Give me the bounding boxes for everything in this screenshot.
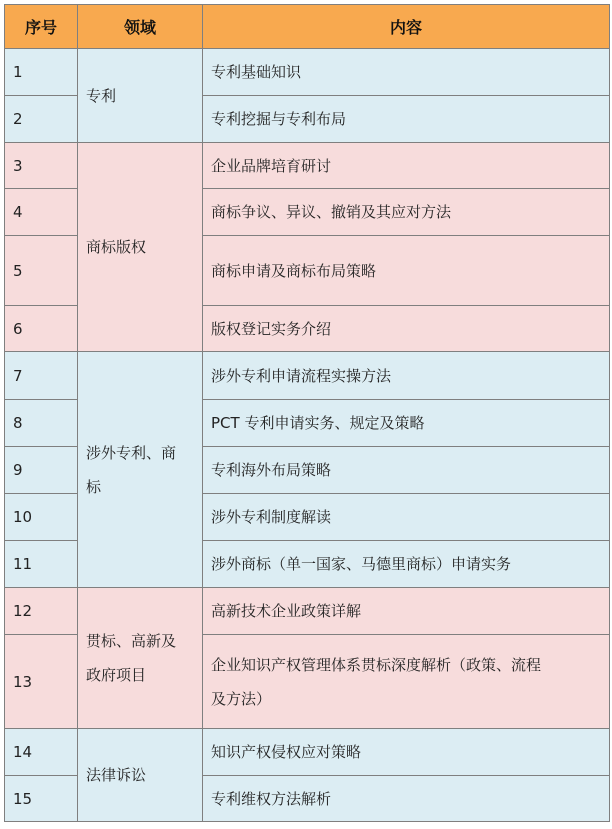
row-content — [203, 635, 610, 729]
row-content: 专利挖掘与专利布局 — [203, 96, 610, 143]
row-num: 11 — [5, 541, 78, 588]
header-row — [5, 5, 610, 49]
domain-line: 政府项目 — [86, 666, 147, 684]
table-row — [5, 588, 610, 635]
table-row — [5, 143, 610, 189]
row-num: 2 — [5, 96, 78, 143]
row-content: 商标争议、异议、撤销及其应对方法 — [203, 189, 610, 236]
row-num: 1 — [5, 49, 78, 96]
row-num: 14 — [5, 729, 78, 776]
row-domain — [78, 352, 203, 588]
row-content: 专利基础知识 — [203, 49, 610, 96]
row-num: 12 — [5, 588, 78, 635]
row-num: 7 — [5, 352, 78, 400]
course-table — [4, 4, 610, 822]
row-content: 知识产权侵权应对策略 — [203, 729, 610, 776]
header-domain: 领域 — [78, 5, 203, 49]
row-domain: 商标版权 — [78, 143, 203, 352]
row-num: 15 — [5, 776, 78, 822]
row-content: 涉外专利制度解读 — [203, 494, 610, 541]
table-row — [5, 729, 610, 776]
header-content: 内容 — [203, 5, 610, 49]
row-domain: 法律诉讼 — [78, 729, 203, 822]
domain-line: 标 — [86, 477, 102, 496]
table-row — [5, 49, 610, 96]
row-content: 高新技术企业政策详解 — [203, 588, 610, 635]
row-num: 6 — [5, 306, 78, 352]
row-content: 商标申请及商标布局策略 — [203, 236, 610, 306]
row-domain: 专利 — [78, 49, 203, 143]
row-content: 涉外商标（单一国家、马德里商标）申请实务 — [203, 541, 610, 588]
row-num: 3 — [5, 143, 78, 189]
row-content: 版权登记实务介绍 — [203, 306, 610, 352]
row-content: 企业品牌培育研讨 — [203, 143, 610, 189]
row-num: 4 — [5, 189, 78, 236]
domain-line: 贯标、高新及 — [86, 632, 177, 650]
domain-line: 涉外专利、商 — [86, 443, 177, 462]
row-num: 13 — [5, 635, 78, 729]
row-content: 专利海外布局策略 — [203, 447, 610, 494]
row-num: 9 — [5, 447, 78, 494]
row-domain — [78, 588, 203, 729]
content-line: 企业知识产权管理体系贯标深度解析（政策、流程 — [211, 655, 542, 674]
row-num: 10 — [5, 494, 78, 541]
row-num: 5 — [5, 236, 78, 306]
table-row — [5, 352, 610, 400]
row-content: 专利维权方法解析 — [203, 776, 610, 822]
row-content: PCT 专利申请实务、规定及策略 — [203, 400, 610, 447]
row-content: 涉外专利申请流程实操方法 — [203, 352, 610, 400]
header-num: 序号 — [5, 5, 78, 49]
content-line: 及方法） — [211, 689, 272, 708]
row-num: 8 — [5, 400, 78, 447]
